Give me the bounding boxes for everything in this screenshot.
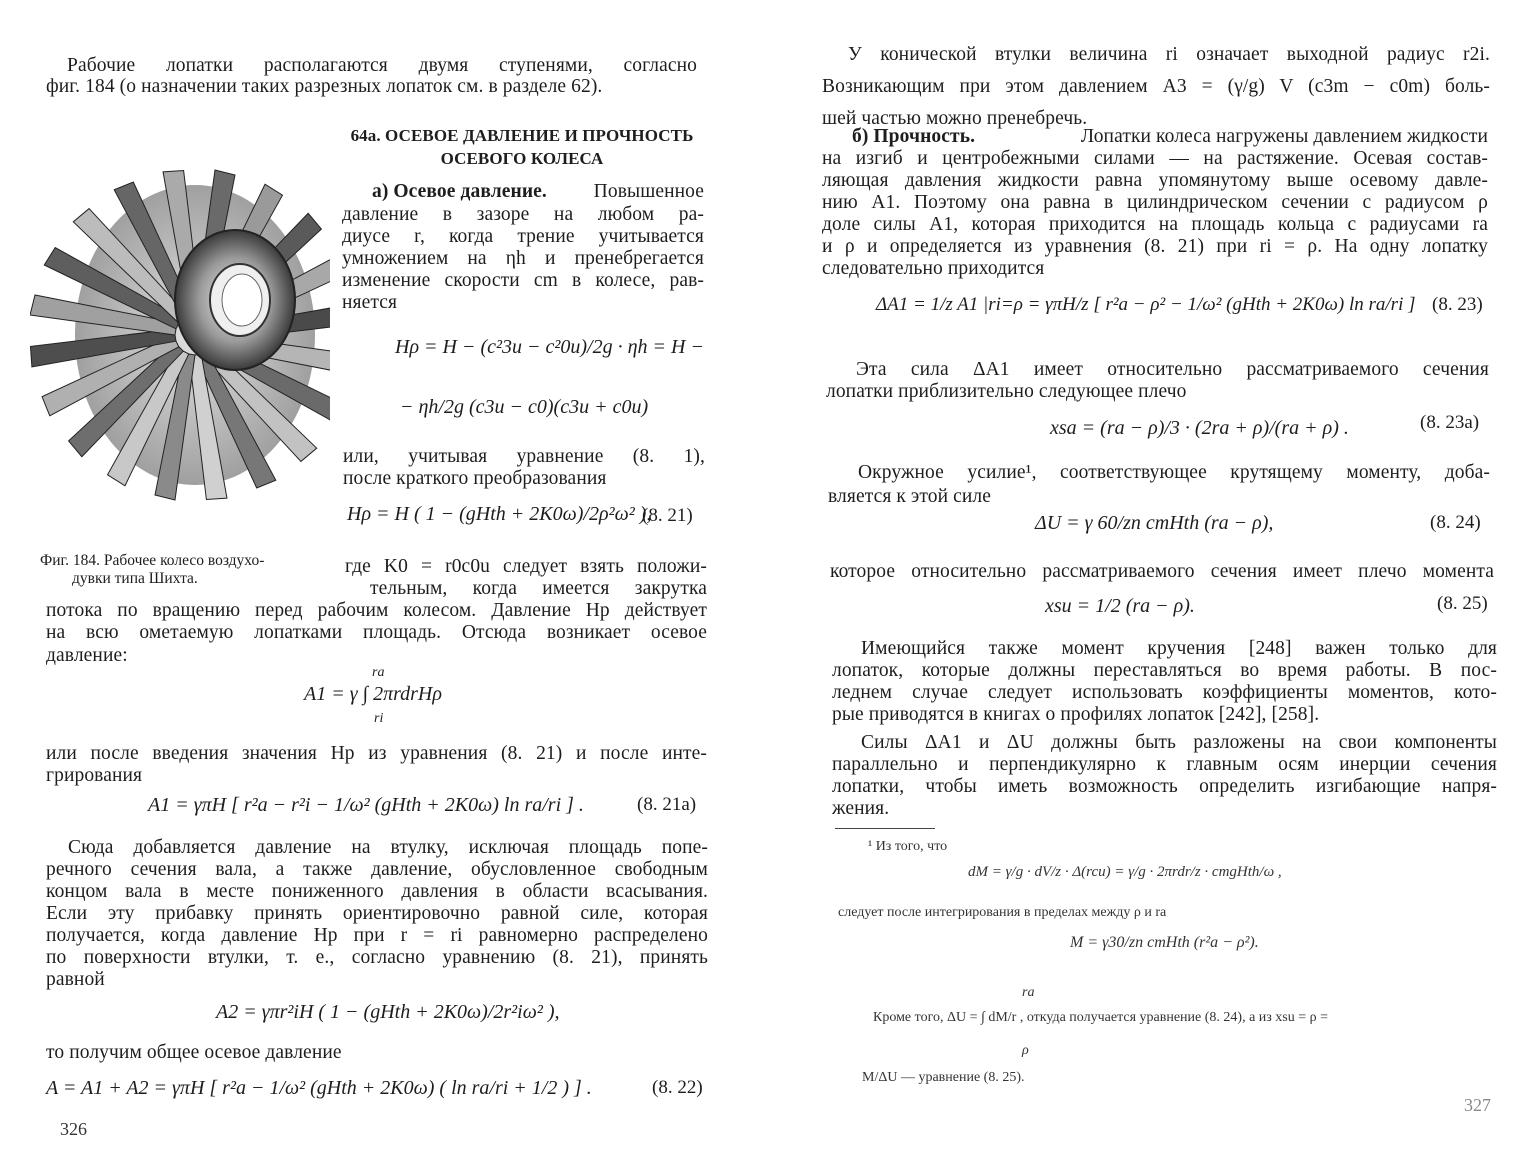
cone-line: шей частью можно пренебречь.: [822, 108, 1088, 129]
subsection-b-line: следовательно приходится: [822, 258, 1045, 279]
footnote-equation: dM = γ/g · dV/z · Δ(rcu) = γ/g · 2πrdr/z · cmgHth/ω ,: [968, 864, 1282, 880]
equation-8-25: xsu = 1/2 (ra − ρ).: [1045, 595, 1195, 617]
paragraph-line: речного сечения вала, а также давление, обусловленное свободным: [46, 859, 708, 880]
footnote-separator: [835, 828, 935, 829]
equation-hp-line-2: − ηh/2g (c3u − c0)(c3u + c0u): [400, 396, 649, 418]
subsection-b-line: нию A1. Поэтому она равна в цилиндрическом сечении с радиусом ρ: [822, 192, 1488, 213]
subsection-a-first-rest: Повышенное: [593, 181, 704, 202]
subsection-a-line: диусе r, когда трение учитывается: [342, 226, 704, 247]
paragraph-line: Сюда добавляется давление на втулку, исключая площадь попе-: [68, 837, 708, 858]
paragraph-line: потока по вращению перед рабочим колесом. Давление Hp действует: [46, 600, 707, 621]
equation-8-22: A = A1 + A2 = γπH [ r²a − 1/ω² (gHth + 2K0ω) ( ln ra/ri + 1/2 ) ] .: [46, 1077, 592, 1099]
where-line-1: где K0 = r0c0u следует взять положи-: [345, 556, 707, 577]
footnote-line: Кроме того, ΔU = ∫ dM/r , откуда получается уравнение (8. 24), а из xsu = ρ =: [873, 1010, 1329, 1025]
paragraph-line: концом вала в месте пониженного давления в области всасывания.: [46, 881, 708, 902]
subsection-a-line: умножением на ηh и пренебрегается: [342, 248, 704, 269]
footnote-integral-upper: ra: [1022, 985, 1035, 1000]
subsection-b-line: ляющая давления жидкости равна упомянутому выше осевому давле-: [822, 170, 1488, 191]
equation-number-8-25: (8. 25): [1437, 593, 1488, 614]
subsection-b-first-rest: Лопатки колеса нагружены давлением жидкости: [1080, 126, 1488, 147]
equation-a1-upper-limit: ra: [372, 665, 385, 680]
paragraph-line: получается, когда давление Hp при r = ri равномерно распределено: [46, 925, 708, 946]
section-heading-line-1: 64а. ОСЕВОЕ ДАВЛЕНИЕ И ПРОЧНОСТЬ: [350, 126, 694, 145]
intro-line-1: Рабочие лопатки располагаются двумя ступенями, согласно: [67, 55, 697, 76]
subsection-a-line: изменение скорости cm в колесе, рав-: [342, 270, 704, 291]
equation-number-8-21: (8. 21): [642, 505, 693, 526]
subsection-b-line: на изгиб и центробежными силами — на растяжение. Осевая состав-: [822, 148, 1488, 169]
page-number-left: 326: [60, 1119, 87, 1139]
paragraph-line: или после введения значения Hp из уравнения (8. 21) и после инте-: [46, 743, 707, 764]
equation-number-8-23: (8. 23): [1432, 294, 1483, 315]
equation-8-23: ΔA1 = 1/z A1 |ri=ρ = γπH/z [ r²a − ρ² − 1/ω² (gHth + 2K0ω) ln ra/ri ]: [876, 294, 1416, 315]
equation-number-8-23a: (8. 23а): [1420, 412, 1480, 433]
forces-line: лопатки, чтобы иметь возможность определить изгибающие напря-: [832, 776, 1497, 797]
subsection-a-label: а) Осевое давление.: [372, 181, 547, 202]
arm-line: Эта сила ΔA1 имеет относительно рассматриваемого сечения: [856, 359, 1489, 380]
footnote-line: следует после интегрирования в пределах между ρ и ra: [838, 905, 1167, 920]
equation-8-21: Hρ = H ( 1 − (gHth + 2K0ω)/2ρ²ω² ),: [347, 503, 652, 525]
equation-a1: A1 = γ ∫ 2πrdrHρ: [304, 683, 442, 705]
after-eq-line-1: или, учитывая уравнение (8. 1),: [343, 446, 705, 467]
torsion-line: лопаток, которые должны переставляться во время работы. В пос-: [832, 660, 1497, 681]
section-heading-line-2: ОСЕВОГО КОЛЕСА: [440, 149, 604, 168]
equation-a2: A2 = γπr²iH ( 1 − (gHth + 2K0ω)/2r²iω² ),: [216, 1001, 560, 1023]
footnote-line: ¹ Из того, что: [868, 839, 948, 854]
impeller-illustration: [30, 130, 330, 540]
where-line-2: тельным, когда имеется закрутка: [370, 578, 707, 599]
figure-impeller: [30, 130, 330, 540]
circ-line: Окружное усилие¹, соответствующее крутящему моменту, доба-: [858, 462, 1490, 483]
forces-line: Силы ΔA1 и ΔU должны быть разложены на свои компоненты: [861, 732, 1497, 753]
equation-a1-lower-limit: ri: [374, 711, 384, 726]
equation-8-21a: A1 = γπH [ r²a − r²i − 1/ω² (gHth + 2K0ω) ln ra/ri ] .: [148, 794, 584, 816]
equation-8-23a: xsa = (ra − ρ)/3 · (2ra + ρ)/(ra + ρ) .: [1050, 417, 1349, 439]
subsection-a-first-line: [372, 181, 704, 203]
subsection-a-line: давление в зазоре на любом ра-: [342, 204, 704, 225]
circ-line: вляется к этой силе: [828, 486, 991, 507]
torsion-line: Имеющийся также момент кручения [248] важен только для: [861, 638, 1497, 659]
paragraph-line: по поверхности втулки, т. е., согласно уравнению (8. 21), принять: [46, 947, 708, 968]
forces-line: параллельно и перпендикулярно к главным осям инерции сечения: [832, 754, 1497, 775]
equation-number-8-22: (8. 22): [652, 1077, 703, 1098]
paragraph-line: грирования: [46, 765, 143, 786]
total-intro-line: то получим общее осевое давление: [46, 1042, 342, 1063]
equation-8-24: ΔU = γ 60/zn cmHth (ra − ρ),: [1035, 512, 1274, 534]
cone-line: Возникающим при этом давлением A3 = (γ/g) V (c3m − c0m) боль-: [822, 76, 1490, 97]
after-eq-line-2: после краткого преобразования: [343, 468, 607, 489]
moment-line: которое относительно рассматриваемого сечения имеет плечо момента: [830, 561, 1494, 582]
footnote-line: M/ΔU — уравнение (8. 25).: [862, 1070, 1025, 1085]
paragraph-line: Если эту прибавку принять ориентировочно равной силе, которая: [46, 903, 708, 924]
paragraph-line: давление:: [46, 645, 128, 666]
torsion-line: леднем случае следует использовать коэффициенты моментов, кото-: [832, 682, 1497, 703]
equation-number-8-21a: (8. 21а): [637, 794, 697, 815]
figure-caption-line-1: Фиг. 184. Рабочее колесо воздухо-: [40, 552, 265, 569]
torsion-line: рые приводятся в книгах о профилях лопаток [242], [258].: [832, 704, 1320, 725]
equation-hp-line-1: Hρ = H − (c²3u − c²0u)/2g · ηh = H −: [395, 336, 704, 358]
subsection-b-line: и ρ и определяется из уравнения (8. 21) при ri = ρ. На одну лопатку: [822, 236, 1488, 257]
equation-number-8-24: (8. 24): [1430, 512, 1481, 533]
paragraph-line: на всю ометаемую лопатками площадь. Отсюда возникает осевое: [46, 622, 707, 643]
paragraph-line: равной: [46, 969, 105, 990]
intro-line-2: фиг. 184 (о назначении таких разрезных лопаток см. в разделе 62).: [46, 76, 603, 97]
forces-line: жения.: [832, 798, 890, 819]
cone-line: У конической втулки величина ri означает выходной радиус r2i.: [848, 44, 1490, 65]
figure-caption-line-2: дувки типа Шихта.: [72, 570, 198, 587]
subsection-a-line: няется: [342, 292, 398, 313]
subsection-b-first-line: [852, 126, 1488, 148]
footnote-equation: M = γ30/zn cmHth (r²a − ρ²).: [1070, 934, 1259, 951]
footnote-integral-lower: ρ: [1022, 1043, 1029, 1058]
subsection-b-line: доле силы A1, которая приходится на площадь кольца с радиусами ra: [822, 214, 1488, 235]
arm-line: лопатки приблизительно следующее плечо: [826, 381, 1187, 402]
page-number-right: 327: [1464, 1095, 1491, 1115]
subsection-b-label: б) Прочность.: [852, 126, 976, 147]
